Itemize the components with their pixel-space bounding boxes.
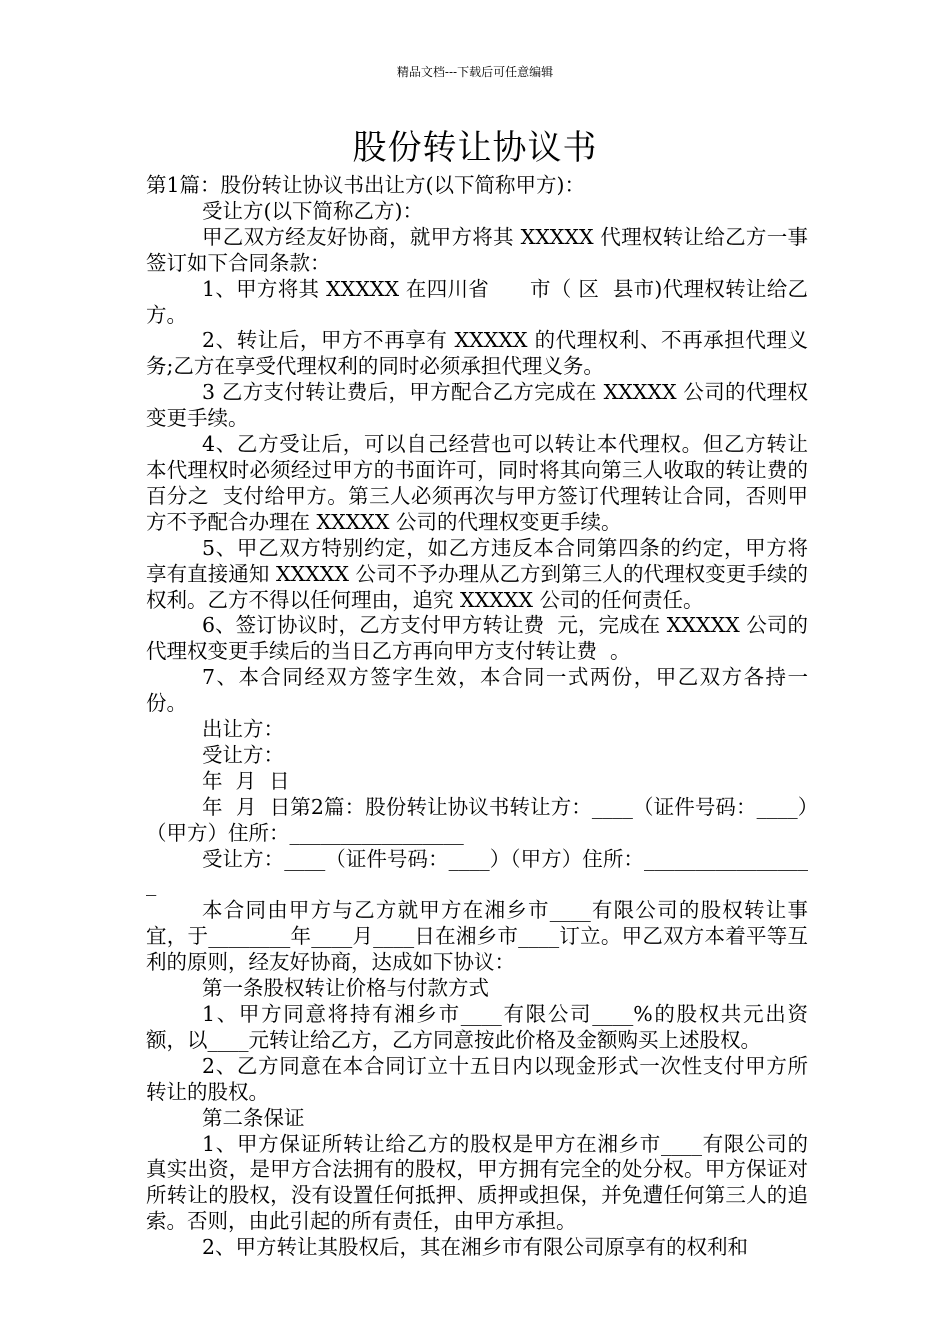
- paragraph: 年 月 日第2篇：股份转让协议书转让方：____（证件号码：____）（甲方）住所：_________________: [146, 794, 808, 845]
- paragraph: 出让方：: [202, 717, 284, 742]
- paragraph: 年 月 日: [202, 768, 290, 793]
- paragraph: 4、乙方受让后，可以自己经营也可以转让本代理权。但乙方转让本代理权时必须经过甲方的书面许可，同时将其向第三人收取的转让费的百分之 支付给甲方。第三人必须再次与甲方签订代理转让合同，否则甲方不予配合办理在 XXXXX 公司的代理权变更手续。: [146, 432, 808, 534]
- paragraph: 1、甲方将其 XXXXX 在四川省 市（ 区 县市)代理权转让给乙方。: [146, 276, 808, 327]
- document-body: [146, 173, 808, 1261]
- paragraph: 本合同由甲方与乙方就甲方在湘乡市____有限公司的股权转让事宜，于________年____月____日在湘乡市____订立。甲乙双方本着平等互利的原则，经友好协商，达成如下协议：: [146, 898, 808, 975]
- paragraph: 6、签订协议时，乙方支付甲方转让费 元，完成在 XXXXX 公司的代理权变更手续后的当日乙方再向甲方支付转让费 。: [146, 613, 808, 664]
- paragraph: 1、甲方同意将持有湘乡市____有限公司____%的股权共元出资额，以____元转让给乙方，乙方同意按此价格及金额购买上述股权。: [146, 1002, 808, 1052]
- paragraph: 7、本合同经双方签字生效，本合同一式两份，甲乙双方各持一份。: [146, 665, 808, 716]
- paragraph: 受让方：____（证件号码：____）（甲方）住所：_________________: [146, 846, 808, 897]
- paragraph: 甲乙双方经友好协商，就甲方将其 XXXXX 代理权转让给乙方一事签订如下合同条款：: [146, 224, 808, 275]
- paragraph: 2、转让后，甲方不再享有 XXXXX 的代理权利、不再承担代理义务;乙方在享受代理权利的同时必须承担代理义务。: [146, 328, 808, 379]
- paragraph: 2、乙方同意在本合同订立十五日内以现金形式一次性支付甲方所转让的股权。: [146, 1053, 808, 1104]
- paragraph: 第一条股权转让价格与付款方式: [202, 976, 489, 1001]
- paragraph: 第二条保证: [202, 1105, 305, 1130]
- paragraph: 受让方：: [202, 742, 284, 767]
- document-title: 股份转让协议书: [352, 128, 598, 168]
- paragraph: 5、甲乙双方特别约定，如乙方违反本合同第四条的约定，甲方将享有直接通知 XXXXX 公司不予办理从乙方到第三人的代理权变更手续的权利。乙方不得以任何理由，追究 XXXXX 公司的任何责任。: [146, 535, 808, 612]
- paragraph: 第1篇：股份转让协议书出让方(以下简称甲方)：: [146, 173, 586, 197]
- header-note: 精品文档---下载后可任意编辑: [396, 65, 554, 79]
- paragraph: 2、甲方转让其股权后，其在湘乡市有限公司原享有的权利和: [202, 1235, 749, 1260]
- paragraph: 1、甲方保证所转让给乙方的股权是甲方在湘乡市____有限公司的真实出资，是甲方合法拥有的股权，甲方拥有完全的处分权。甲方保证对所转让的股权，没有设置任何抵押、质押或担保，并免遭任何第三人的追索。否则，由此引起的所有责任，由甲方承担。: [146, 1131, 808, 1234]
- paragraph: 受让方(以下简称乙方)：: [202, 198, 423, 223]
- paragraph: 3 乙方支付转让费后，甲方配合乙方完成在 XXXXX 公司的代理权变更手续。: [146, 380, 808, 431]
